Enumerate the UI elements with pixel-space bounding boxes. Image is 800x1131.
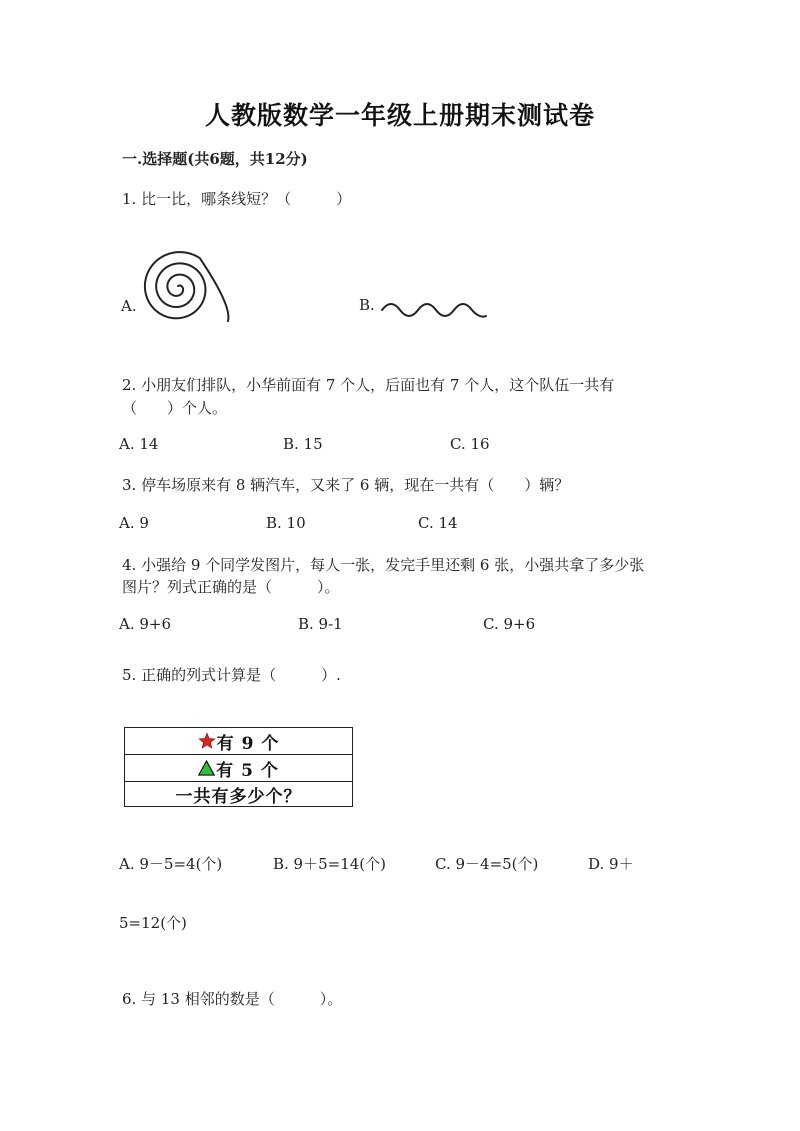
question-5-option-d: D. 9＋ bbox=[588, 855, 634, 873]
page-title: 人教版数学一年级上册期末测试卷 bbox=[204, 101, 595, 130]
question-5-option-b: B. 9＋5=14(个) bbox=[273, 855, 387, 873]
question-3-option-c: C. 14 bbox=[418, 514, 458, 532]
spiral-line-icon bbox=[140, 246, 240, 324]
question-4-option-a: A. 9+6 bbox=[119, 615, 172, 633]
question-3-option-b: B. 10 bbox=[266, 514, 306, 532]
question-2-option-c: C. 16 bbox=[450, 435, 490, 453]
green-triangle-icon bbox=[198, 760, 215, 776]
table-row-star-text: 有 9 个 bbox=[216, 733, 280, 754]
question-5-option-c: C. 9－4=5(个) bbox=[435, 855, 539, 873]
question-6-text: 6. 与 13 相邻的数是（ ）。 bbox=[122, 990, 343, 1008]
question-5-text: 5. 正确的列式计算是（ ）. bbox=[122, 666, 341, 684]
section-heading: 一.选择题(共6题，共12分) bbox=[122, 150, 308, 168]
question-2-line-1: 2. 小朋友们排队，小华前面有 7 个人，后面也有 7 个人，这个队伍一共有 bbox=[122, 376, 615, 394]
question-4-line-1: 4. 小强给 9 个同学发图片，每人一张，发完手里还剩 6 张，小强共拿了多少张 bbox=[122, 556, 645, 574]
question-1-option-b-label: B. bbox=[359, 296, 375, 314]
question-5-option-a: A. 9－5=4(个) bbox=[119, 855, 223, 873]
question-5-option-d-continued: 5=12(个) bbox=[119, 914, 187, 932]
table-row-star bbox=[125, 728, 352, 754]
question-4-option-b: B. 9-1 bbox=[298, 615, 343, 633]
question-2-line-2: （ ）个人。 bbox=[122, 399, 228, 417]
table-row-triangle-text: 有 5 个 bbox=[216, 760, 279, 781]
table-row-triangle bbox=[125, 754, 352, 780]
red-star-icon bbox=[198, 732, 216, 750]
question-3-option-a: A. 9 bbox=[119, 514, 149, 532]
wavy-line-icon bbox=[378, 296, 490, 324]
question-4-line-2: 图片？列式正确的是（ ）。 bbox=[122, 578, 340, 596]
question-1-text: 1. 比一比，哪条线短？（ ） bbox=[122, 190, 352, 208]
question-2-option-b: B. 15 bbox=[283, 435, 323, 453]
table-row-question bbox=[125, 781, 352, 807]
question-2-option-a: A. 14 bbox=[119, 435, 159, 453]
question-3-text: 3. 停车场原来有 8 辆汽车，又来了 6 辆，现在一共有（ ）辆？ bbox=[122, 476, 570, 494]
question-4-option-c: C. 9+6 bbox=[483, 615, 536, 633]
question-5-table bbox=[124, 727, 353, 807]
table-row-question-text: 一共有多少个？ bbox=[175, 786, 302, 807]
question-1-option-a-label: A. bbox=[121, 297, 137, 315]
